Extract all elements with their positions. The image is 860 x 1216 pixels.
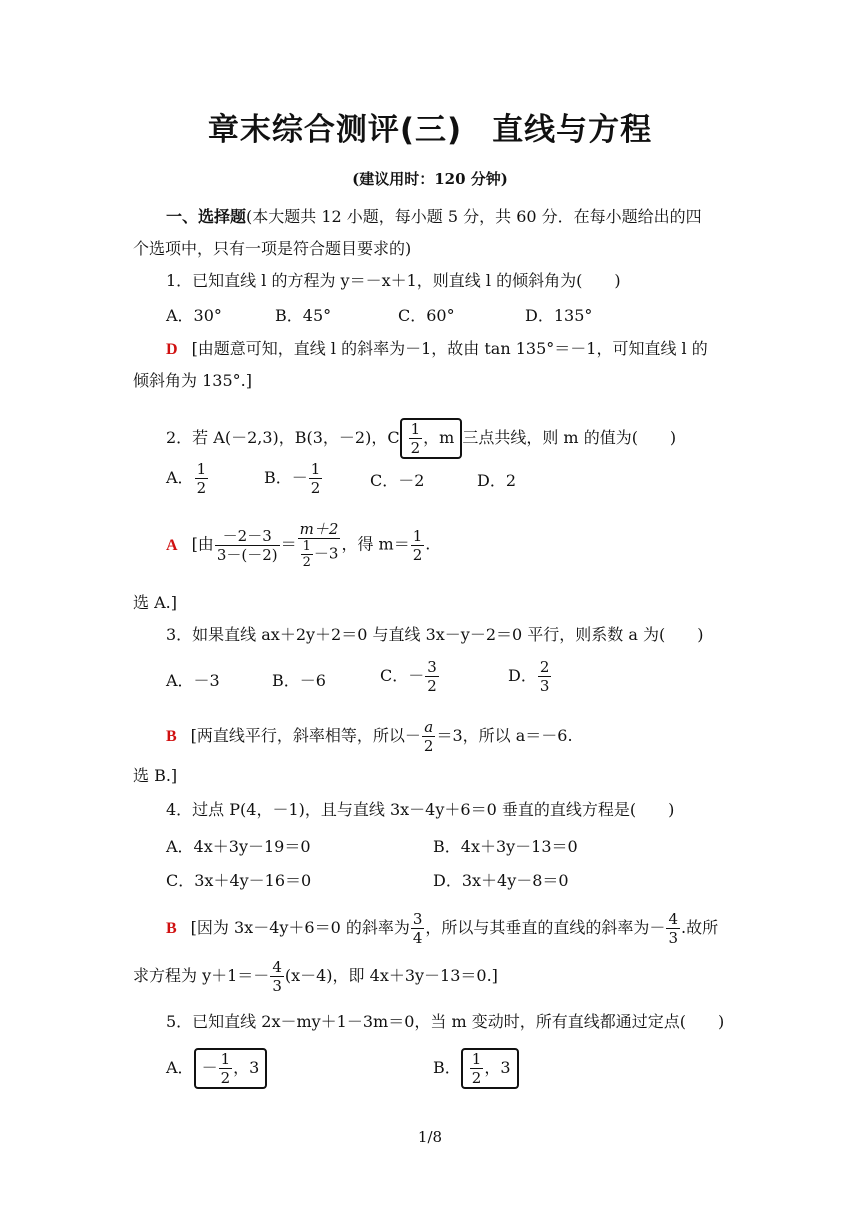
question-4-stem: 4．过点 P(4，－1)，且与直线 3x－4y＋6＝0 垂直的直线方程是( )	[166, 800, 675, 819]
q2-answer: A	[166, 536, 178, 554]
q5-option-a: A． － $\frac{1}{2}$ ，3	[166, 1048, 267, 1089]
q4-answer: B	[166, 920, 177, 937]
page-number: 1/8	[417, 1128, 443, 1146]
point-c-coords: $\frac{1}{2}$ ，m	[400, 418, 463, 459]
q1-option-b: B．45°	[275, 306, 332, 325]
q2-option-d: D．2	[477, 471, 517, 490]
q3-option-d: D． $\frac{2}{3}$	[508, 658, 550, 695]
q4-option-a: A．4x＋3y－19＝0	[166, 837, 311, 856]
q4-option-d: D．3x＋4y－8＝0	[433, 871, 569, 890]
section-desc: 个选项中，只有一项是符合题目要求的)	[133, 239, 412, 258]
q4-explanation: B [因为 3x－4y＋6＝0 的斜率为 $\frac{3}{4}$ ，所以与其垂直的直线的斜率为－ $\frac{4}{3}$ .故所	[166, 910, 719, 947]
question-5-stem: 5．已知直线 2x－my＋1－3m＝0，当 m 变动时，所有直线都通过定点( )	[166, 1012, 725, 1031]
q3-option-a: A．－3	[166, 671, 220, 690]
question-1-stem: 1．已知直线 l 的方程为 y＝－x＋1，则直线 l 的倾斜角为( )	[166, 271, 621, 290]
q1-option-d: D．135°	[525, 306, 593, 325]
q1-answer: D	[166, 341, 178, 358]
q3-answer: B	[166, 728, 177, 745]
q4-option-b: B．4x＋3y－13＝0	[433, 837, 578, 856]
q1-option-c: C．60°	[398, 306, 455, 325]
q3-explanation-cont: 选 B.]	[133, 766, 178, 785]
q1-option-a: A．30°	[166, 306, 222, 325]
section-heading: 一、选择题(本大题共 12 小题，每小题 5 分，共 60 分．在每小题给出的四	[166, 207, 702, 226]
q2-explanation: A [由 $\frac{-2-3}{3-(-2)}$ ＝ m＋2 $\frac{1}{2}$ －3 ，得 m＝ $\frac{1}{2}$ .	[166, 520, 431, 570]
suggested-time: (建议用时：120 分钟)	[352, 170, 508, 188]
q1-explanation-cont: 倾斜角为 135°.]	[133, 371, 252, 390]
q3-option-c: C．－ $\frac{3}{2}$	[380, 658, 437, 695]
q2-option-c: C．－2	[370, 471, 425, 490]
q3-option-b: B．－6	[272, 671, 326, 690]
q5-option-b: B． $\frac{1}{2}$ ，3	[433, 1048, 519, 1089]
q2-option-b: B．－ $\frac{1}{2}$	[264, 460, 321, 497]
q2-explanation-cont: 选 A.]	[133, 593, 177, 612]
q2-option-a: A． $\frac{1}{2}$	[166, 460, 207, 497]
q4-option-c: C．3x＋4y－16＝0	[166, 871, 312, 890]
question-3-stem: 3．如果直线 ax＋2y＋2＝0 与直线 3x－y－2＝0 平行，则系数 a 为( )	[166, 625, 704, 644]
q4-explanation-cont: 求方程为 y＋1＝－ $\frac{4}{3}$ (x－4)，即 4x＋3y－13＝0.]	[133, 958, 498, 995]
q1-explanation: D [由题意可知，直线 l 的斜率为－1，故由 tan 135°＝－1，可知直线 l 的	[166, 339, 708, 358]
q3-explanation: B [两直线平行，斜率相等，所以－ $\frac{a}{2}$ ＝3，所以 a＝－6.	[166, 718, 573, 755]
question-2-stem: 2．若 A(－2,3)，B(3，－2)，C $\frac{1}{2}$ ，m 三点共线，则 m 的值为( )	[166, 420, 677, 457]
page-title: 章末综合测评(三) 直线与方程	[207, 112, 653, 148]
